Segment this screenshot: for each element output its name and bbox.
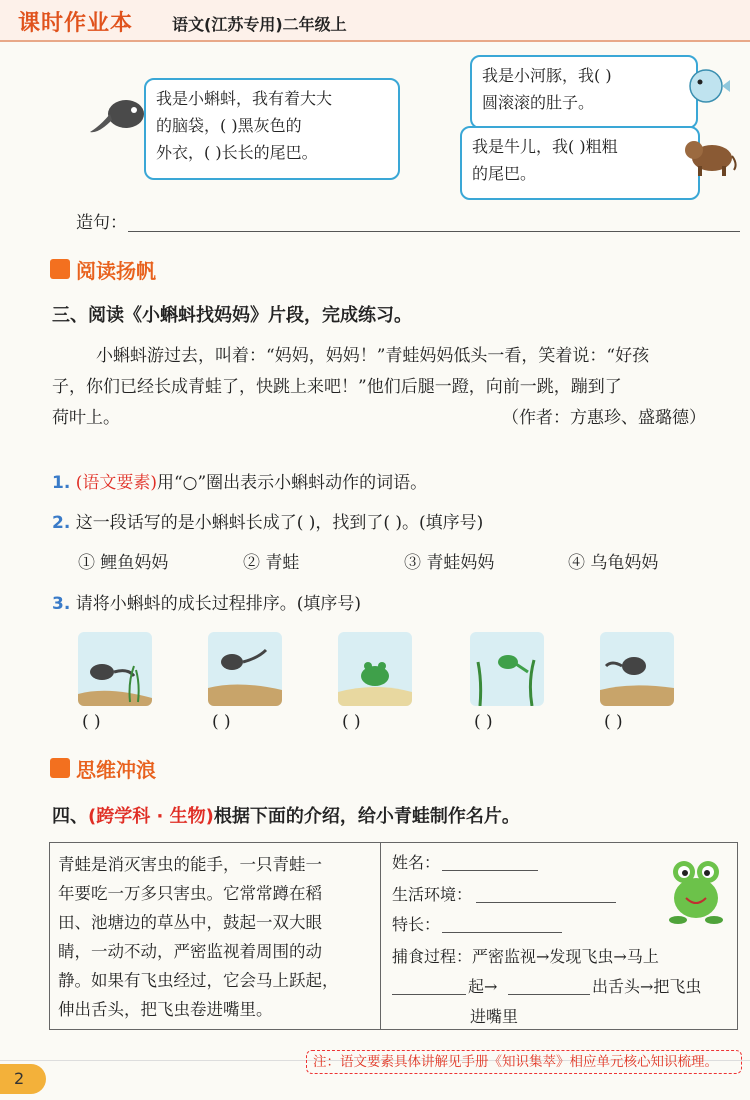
thinking-section-icon bbox=[50, 758, 70, 778]
name-field-label: 姓名： bbox=[392, 853, 441, 872]
item-number: 3. bbox=[52, 594, 71, 614]
bubble-line: 圆滚滚的肚子。 bbox=[482, 93, 595, 112]
order-blank-2[interactable]: ( ) bbox=[212, 712, 231, 732]
q3-title: 三、阅读《小蝌蚪找妈妈》片段，完成练习。 bbox=[52, 305, 412, 326]
order-blank-4[interactable]: ( ) bbox=[474, 712, 493, 732]
item-number: 1. bbox=[52, 473, 71, 493]
name-field-line[interactable] bbox=[442, 870, 538, 871]
reading-section-title: 阅读扬帆 bbox=[76, 259, 156, 283]
growth-picture-4 bbox=[470, 632, 544, 706]
order-blank-3[interactable]: ( ) bbox=[342, 712, 361, 732]
intro-line: 伸出舌头，把飞虫卷进嘴里。 bbox=[58, 1000, 273, 1019]
growth-picture-3 bbox=[338, 632, 412, 706]
passage-author: （作者：方惠珍、盛璐德） bbox=[502, 408, 706, 428]
specialty-field-line[interactable] bbox=[442, 932, 562, 933]
hunting-step-text-c: 进嘴里 bbox=[470, 1007, 519, 1026]
option-1: ① 鲤鱼妈妈 bbox=[78, 553, 169, 573]
header-divider bbox=[0, 40, 750, 42]
cow-speech-bubble bbox=[460, 126, 700, 200]
passage-line-3: 荷叶上。 bbox=[52, 408, 120, 428]
habitat-field-line[interactable] bbox=[476, 902, 616, 903]
tadpole-speech-bubble bbox=[144, 78, 400, 180]
bubble-line: 外衣，( )长长的尾巴。 bbox=[156, 143, 318, 162]
q4-title bbox=[52, 802, 520, 828]
reading-section-icon bbox=[50, 259, 70, 279]
passage-line-2: 子，你们已经长成青蛙了，快跳上来吧！”他们后腿一蹬，向前一跳，蹦到了 bbox=[52, 377, 622, 397]
footer-note: 注：语文要素具体讲解见手册《知识集萃》相应单元核心知识梳理。 bbox=[306, 1050, 742, 1074]
hunting-blank-2[interactable] bbox=[508, 994, 590, 995]
frog-intro bbox=[58, 850, 376, 1024]
series-title: 课时作业本 bbox=[18, 11, 134, 36]
intro-line: 田、池塘边的草丛中，鼓起一双大眼 bbox=[58, 913, 322, 932]
intro-line: 睛，一动不动，严密监视着周围的动 bbox=[58, 942, 322, 961]
order-blank-5[interactable]: ( ) bbox=[604, 712, 623, 732]
bubble-line: 我是小蝌蚪，我有着大大 bbox=[156, 89, 333, 108]
subject-title: 语文(江苏专用)二年级上 bbox=[172, 15, 347, 34]
item-text: 用“○”圈出表示小蝌蚪动作的词语。 bbox=[156, 473, 428, 493]
order-blank-1[interactable]: ( ) bbox=[82, 712, 101, 732]
intro-line: 静。如果有飞虫经过，它会马上跃起， bbox=[58, 971, 339, 990]
hunting-blank-1[interactable] bbox=[392, 994, 466, 995]
cartoon-frog-icon bbox=[660, 848, 732, 928]
item-text: 这一段话写的是小蝌蚪长成了( )，找到了( )。(填序号) bbox=[75, 513, 484, 533]
passage-line-1: 小蝌蚪游过去，叫着：“妈妈，妈妈！”青蛙妈妈低头一看，笑着说：“好孩 bbox=[96, 346, 650, 366]
growth-picture-5 bbox=[600, 632, 674, 706]
sentence-answer-line[interactable] bbox=[128, 231, 740, 232]
bubble-line: 的尾巴。 bbox=[472, 164, 537, 183]
page-number: 2 bbox=[0, 1064, 46, 1094]
frog-card-divider bbox=[380, 842, 381, 1030]
specialty-field-label: 特长： bbox=[392, 915, 441, 934]
option-2: ② 青蛙 bbox=[243, 553, 300, 573]
cow-icon bbox=[682, 130, 738, 180]
tadpole-icon bbox=[208, 632, 282, 706]
option-3: ③ 青蛙妈妈 bbox=[404, 553, 495, 573]
froglet-icon bbox=[470, 632, 544, 706]
tadpole-icon bbox=[600, 632, 674, 706]
intro-line: 青蛙是消灭害虫的能手，一只青蛙一 bbox=[58, 855, 322, 874]
intro-line: 年要吃一万多只害虫。它常常蹲在稻 bbox=[58, 884, 322, 903]
hunting-step-text-a: 起→ bbox=[468, 977, 498, 996]
option-4: ④ 乌龟妈妈 bbox=[568, 553, 659, 573]
hunting-step-text-b: 出舌头→把飞虫 bbox=[592, 977, 702, 996]
item-number: 2. bbox=[52, 513, 71, 533]
tadpole-icon bbox=[86, 92, 150, 152]
q4-tag: (跨学科 · 生物) bbox=[88, 806, 214, 827]
growth-picture-2 bbox=[208, 632, 282, 706]
habitat-field-label: 生活环境： bbox=[392, 885, 473, 904]
growth-picture-1 bbox=[78, 632, 152, 706]
hunting-field-label: 捕食过程：严密监视→发现飞虫→马上 bbox=[392, 947, 659, 966]
frog-icon bbox=[338, 632, 412, 706]
q4-text: 根据下面的介绍，给小青蛙制作名片。 bbox=[213, 806, 520, 827]
tadpole-with-legs-icon bbox=[78, 632, 152, 706]
q3-item-2 bbox=[52, 508, 483, 533]
q3-item-1 bbox=[52, 468, 427, 493]
bubble-line: 的脑袋，( )黑灰色的 bbox=[156, 116, 302, 135]
puffer-speech-bubble bbox=[470, 55, 698, 129]
item-tag: (语文要素) bbox=[75, 473, 157, 493]
q3-item-3 bbox=[52, 589, 361, 614]
q4-prefix: 四、 bbox=[52, 806, 88, 827]
sentence-label: 造句： bbox=[76, 213, 127, 233]
thinking-section-title: 思维冲浪 bbox=[76, 758, 156, 782]
bubble-line: 我是小河豚，我( ) bbox=[482, 66, 612, 85]
bubble-line: 我是牛儿，我( )粗粗 bbox=[472, 137, 618, 156]
pufferfish-icon bbox=[682, 64, 732, 108]
item-text: 请将小蝌蚪的成长过程排序。(填序号) bbox=[75, 594, 361, 614]
